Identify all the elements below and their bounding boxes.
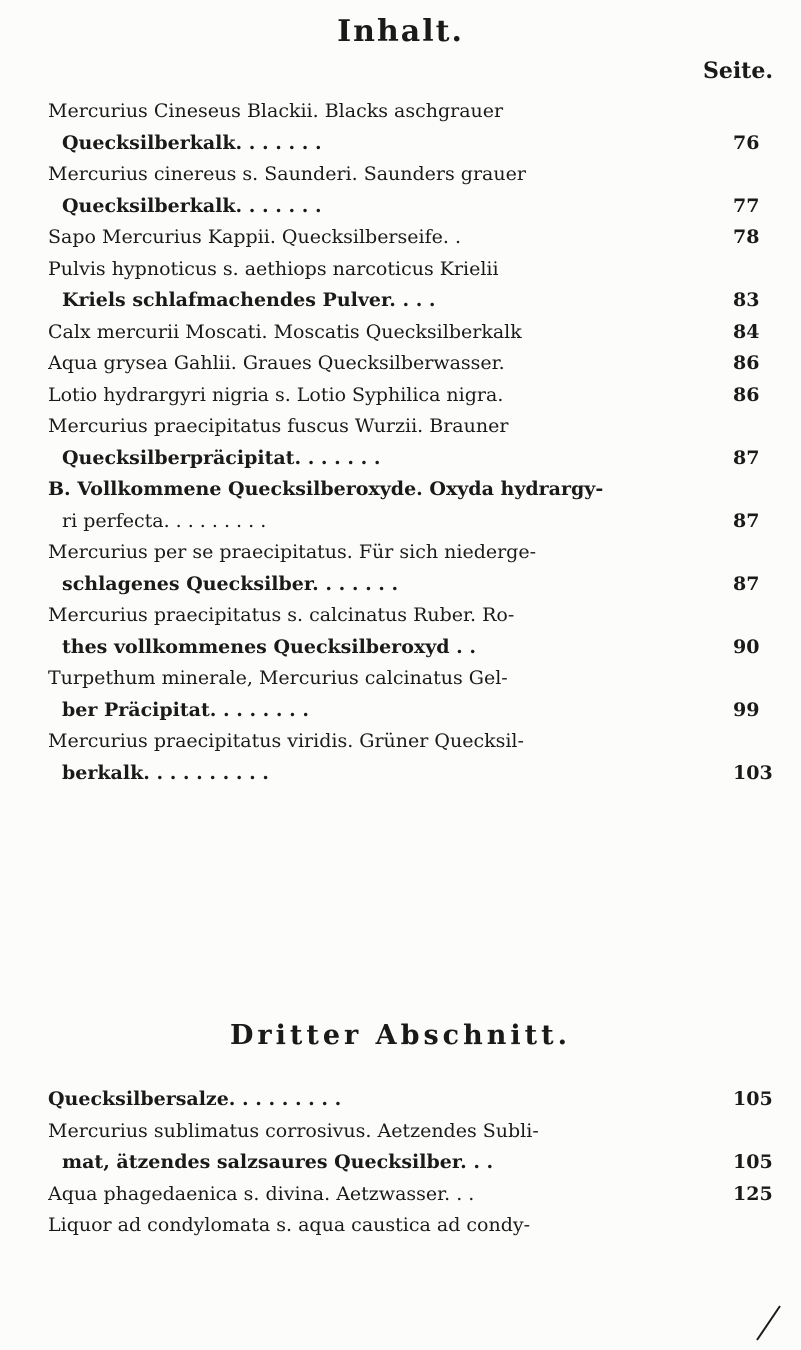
toc-entry-text: Quecksilberpräcipitat. . . . . . . xyxy=(62,446,381,469)
seite-column-label: Seite. xyxy=(702,58,773,84)
toc-entry-text: Aqua phagedaenica s. divina. Aetzwasser. . . xyxy=(48,1182,475,1205)
toc-entry-text: Pulvis hypnoticus s. aethiops narcoticus Krielii xyxy=(48,257,499,280)
toc-entry-text: Lotio hydrargyri nigria s. Lotio Syphilica nigra. xyxy=(48,383,504,406)
toc-entry xyxy=(48,569,773,601)
toc-entry xyxy=(48,695,773,727)
toc-entry-page: 87 xyxy=(733,572,760,595)
toc-entry xyxy=(48,411,773,443)
toc-entry-text: Mercurius Cineseus Blackii. Blacks aschgrauer xyxy=(48,100,504,122)
toc-entry-page: 87 xyxy=(733,509,760,532)
page-heading: Inhalt. xyxy=(337,14,464,49)
toc-entry xyxy=(48,222,773,254)
toc-entry-text: Aqua grysea Gahlii. Graues Quecksilberwasser. xyxy=(48,352,505,374)
toc-entry-text: schlagenes Quecksilber. . . . . . . xyxy=(62,572,399,595)
toc-entry-text: Mercurius praecipitatus s. calcinatus Ruber. Ro- xyxy=(48,604,515,626)
toc-entry-text: berkalk. . . . . . . . . . xyxy=(62,761,269,784)
toc-entry xyxy=(48,380,773,412)
toc-entry-page: 77 xyxy=(733,194,760,217)
toc-entry xyxy=(48,1179,773,1211)
toc-list xyxy=(48,96,773,789)
toc-entry-text: Sapo Mercurius Kappii. Quecksilberseife. . xyxy=(48,226,461,248)
toc-entry-page: 78 xyxy=(733,226,760,248)
toc-entry-text: Quecksilbersalze. . . . . . . . . xyxy=(48,1088,342,1110)
toc-entry xyxy=(48,317,773,349)
pen-stroke-mark xyxy=(753,1302,783,1342)
toc-entry xyxy=(48,663,773,695)
toc-entry-text: Liquor ad condylomata s. aqua caustica ad condy- xyxy=(48,1214,531,1236)
toc-entry-page: 99 xyxy=(733,698,760,721)
toc-entry xyxy=(48,537,773,569)
toc-entry xyxy=(48,1116,773,1148)
toc-entry-text: Quecksilberkalk. . . . . . . xyxy=(62,131,322,154)
toc-entry-page: 86 xyxy=(733,383,760,406)
toc-entry xyxy=(48,128,773,160)
toc-entry xyxy=(48,726,773,758)
toc-entry-text: Mercurius sublimatus corrosivus. Aetzendes Subli- xyxy=(48,1119,539,1142)
toc-entry-text: ber Präcipitat. . . . . . . . xyxy=(62,698,309,721)
toc-entry-page: 103 xyxy=(733,761,773,784)
toc-entry-text: ri perfecta. . . . . . . . . xyxy=(62,509,267,532)
toc-entry-page: 105 xyxy=(733,1151,773,1173)
toc-entry xyxy=(48,632,773,664)
toc-entry-text: Quecksilberkalk. . . . . . . xyxy=(62,194,322,217)
toc-entry-page: 86 xyxy=(733,352,760,374)
toc-entry xyxy=(48,191,773,223)
toc-entry xyxy=(48,1147,773,1179)
toc-entry-text: thes vollkommenes Quecksilberoxyd . . xyxy=(62,635,476,658)
toc-entry xyxy=(48,1084,773,1116)
toc-entry xyxy=(48,443,773,475)
toc-entry-page: 90 xyxy=(733,635,760,658)
toc-entry-text: Mercurius cinereus s. Saunderi. Saunders grauer xyxy=(48,163,526,185)
toc-entry-text: Mercurius praecipitatus fuscus Wurzii. Brauner xyxy=(48,415,509,437)
toc-entry xyxy=(48,254,773,286)
toc-entry xyxy=(48,600,773,632)
toc-entry-page: 84 xyxy=(733,320,760,343)
toc-entry xyxy=(48,506,773,538)
toc-entry-page: 125 xyxy=(733,1182,773,1205)
toc-entry xyxy=(48,285,773,317)
toc-entry-page: 76 xyxy=(733,131,760,154)
toc-entry-text: Mercurius praecipitatus viridis. Grüner Quecksil- xyxy=(48,730,524,752)
section-heading: Dritter Abschnitt. xyxy=(230,1020,571,1051)
toc-entry xyxy=(48,474,773,506)
toc-entry-text: mat, ätzendes salzsaures Quecksilber. . . xyxy=(62,1151,494,1173)
toc-entry-text: Turpethum minerale, Mercurius calcinatus Gel- xyxy=(48,667,508,689)
toc-list-section-3 xyxy=(48,1084,773,1242)
toc-entry xyxy=(48,96,773,128)
toc-entry xyxy=(48,758,773,790)
toc-entry-text: Mercurius per se praecipitatus. Für sich niederge- xyxy=(48,541,537,563)
toc-entry xyxy=(48,159,773,191)
toc-entry-text: Calx mercurii Moscati. Moscatis Quecksilberkalk xyxy=(48,320,522,343)
toc-entry-page: 83 xyxy=(733,289,760,311)
toc-entry-page: 87 xyxy=(733,446,760,469)
toc-entry-text: B. Vollkommene Quecksilberoxyde. Oxyda hydrargy- xyxy=(48,478,604,500)
toc-entry xyxy=(48,1210,773,1242)
toc-entry-text: Kriels schlafmachendes Pulver. . . . xyxy=(62,289,436,311)
toc-entry xyxy=(48,348,773,380)
toc-entry-page: 105 xyxy=(733,1088,773,1110)
